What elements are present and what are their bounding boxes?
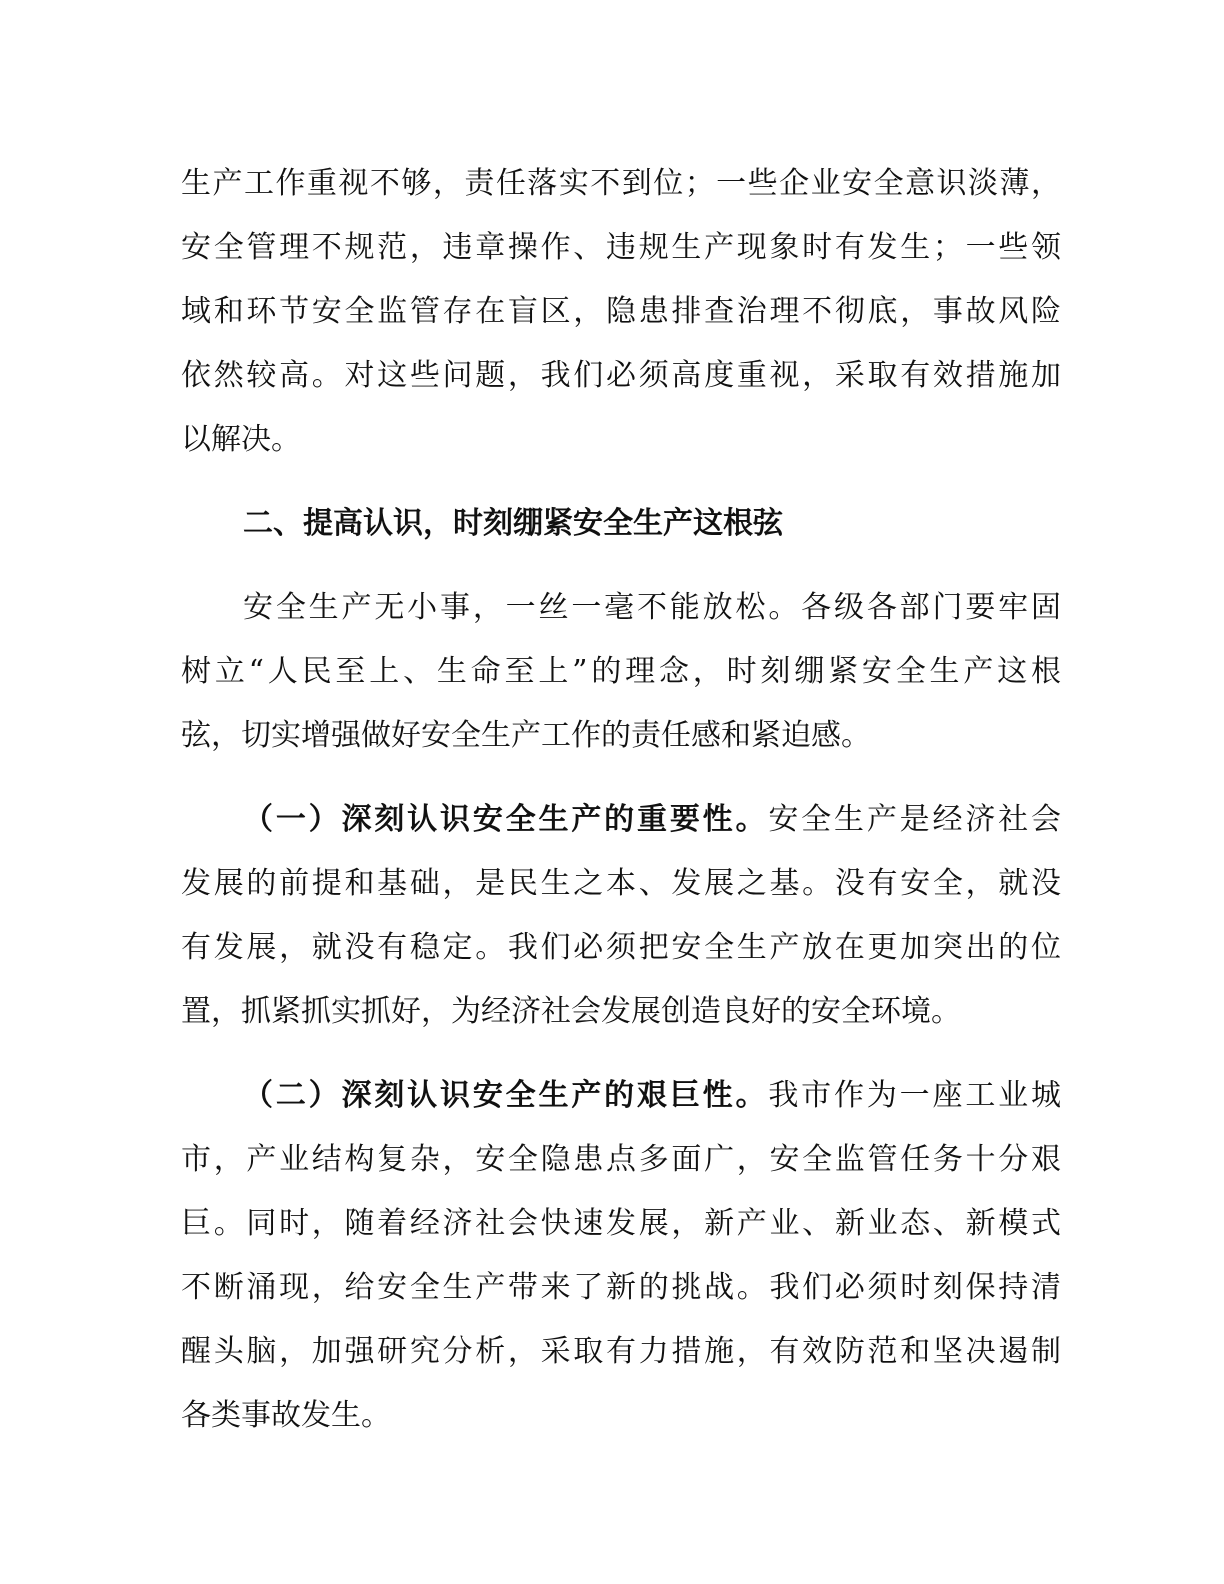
subheading-difficulty: （二）深刻认识安全生产的艰巨性。	[243, 1078, 769, 1113]
text-line: 安全生产无小事，一丝一毫不能放松。各级各部门要牢固	[243, 590, 1061, 625]
text-line: 市，产业结构复杂，安全隐患点多面广，安全监管任务十分艰	[181, 1142, 1061, 1177]
paragraph-importance	[181, 788, 1061, 1044]
text-line: 以解决。	[181, 422, 301, 457]
paragraph-difficulty	[181, 1064, 1061, 1448]
paragraph-intro	[181, 576, 1061, 768]
text-line	[181, 788, 1061, 852]
text-line: 安全管理不规范，违章操作、违规生产现象时有发生；一些领	[181, 230, 1061, 265]
text-line: 依然较高。对这些问题，我们必须高度重视，采取有效措施加	[181, 358, 1061, 393]
text-fragment: 安全生产是经济社会	[768, 802, 1062, 837]
subheading-importance: （一）深刻认识安全生产的重要性。	[243, 802, 769, 837]
document-body	[181, 152, 1061, 1448]
text-line: 生产工作重视不够，责任落实不到位；一些企业安全意识淡薄，	[181, 166, 1061, 201]
text-line: 发展的前提和基础，是民生之本、发展之基。没有安全，就没	[181, 866, 1061, 901]
text-line	[181, 1064, 1061, 1128]
text-line: 各类事故发生。	[181, 1398, 391, 1433]
text-line: 置，抓紧抓实抓好，为经济社会发展创造良好的安全环境。	[181, 994, 961, 1029]
text-line: 巨。同时，随着经济社会快速发展，新产业、新业态、新模式	[181, 1206, 1061, 1241]
paragraph-spacer	[181, 1044, 1061, 1064]
text-fragment: 我市作为一座工业城	[768, 1078, 1062, 1113]
paragraph-spacer	[181, 556, 1061, 576]
paragraph-spacer	[181, 472, 1061, 492]
paragraph-continued	[181, 152, 1061, 472]
text-line: 不断涌现，给安全生产带来了新的挑战。我们必须时刻保持清	[181, 1270, 1061, 1305]
text-line: 醒头脑，加强研究分析，采取有力措施，有效防范和坚决遏制	[181, 1334, 1061, 1369]
text-line: 树立“人民至上、生命至上”的理念，时刻绷紧安全生产这根	[181, 654, 1061, 689]
text-line: 弦，切实增强做好安全生产工作的责任感和紧迫感。	[181, 718, 871, 753]
text-line: 域和环节安全监管存在盲区，隐患排查治理不彻底，事故风险	[181, 294, 1061, 329]
section-heading: 二、提高认识，时刻绷紧安全生产这根弦	[243, 506, 783, 541]
paragraph-spacer	[181, 768, 1061, 788]
text-line: 有发展，就没有稳定。我们必须把安全生产放在更加突出的位	[181, 930, 1061, 965]
